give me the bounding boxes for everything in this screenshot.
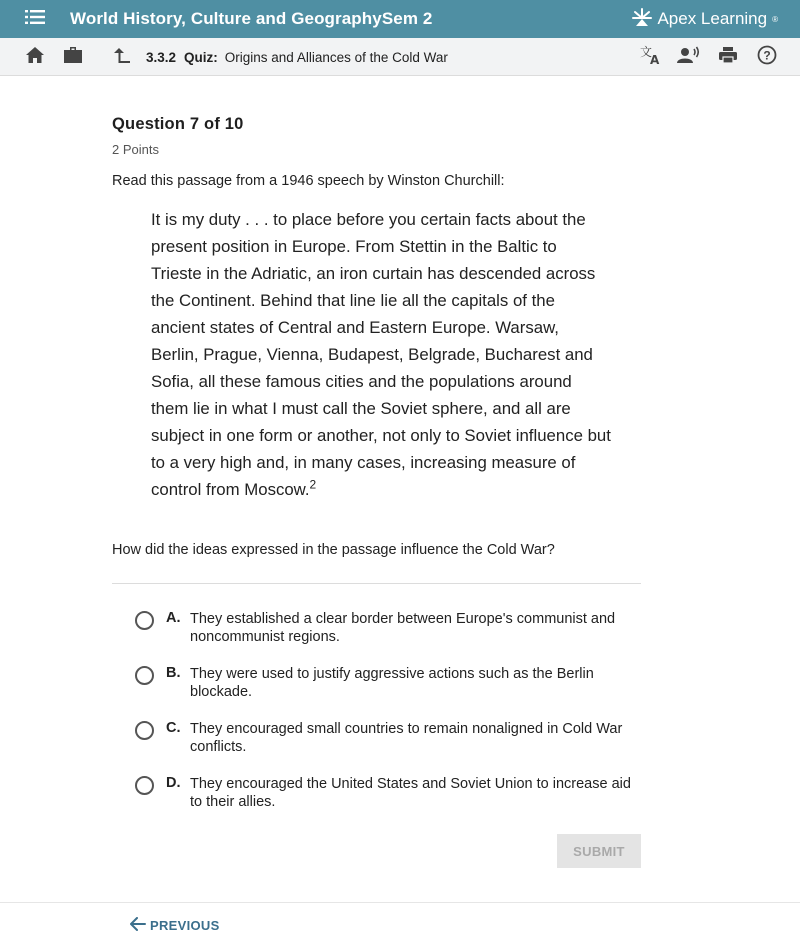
print-button[interactable] [713,38,743,76]
divider [112,583,641,584]
passage-quote [151,206,611,503]
passage-text: It is my duty . . . to place before you certain facts about the present position in Europe. From Stettin in the Baltic to Trieste in the Adriatic, an iron curtain has descended across the Continent. Behind that line lie all the capitals of the ancient states of Central and Eastern Europe. Warsaw, Berlin, Prague, Vienna, Budapest, Belgrade, Bucharest and Sofia, all these famous cities and the populations around them lie in what I must call the Soviet sphere, and all are subject in one form or another, not only to Soviet influence but to a very high and, in many cases, increasing measure of control from Moscow. [151,210,611,499]
choice-b[interactable] [135,665,645,701]
brand-name: Apex Learning [657,9,768,28]
choice-a[interactable] [135,610,645,646]
help-button[interactable] [752,38,782,76]
choice-letter: D. [166,775,181,791]
up-arrow-icon [114,46,132,69]
radio-button[interactable] [135,776,154,795]
choice-text: They encouraged small countries to remain nonaligned in Cold War conflicts. [190,721,623,755]
activity-type: Quiz: [184,49,218,65]
briefcase-icon [63,46,83,69]
apex-learning-logo [631,0,778,38]
up-level-button[interactable] [108,38,138,76]
home-icon [25,46,45,69]
breadcrumb [146,38,448,76]
briefcase-button[interactable] [58,38,88,76]
lesson-number: 3.3.2 [146,49,177,65]
help-icon [757,45,777,70]
choice-d[interactable] [135,775,645,811]
course-title: World History, Culture and GeographySem 2 [70,9,433,28]
arrow-left-icon [130,917,146,934]
previous-label: PREVIOUS [150,917,220,933]
print-icon [718,46,738,69]
radio-button[interactable] [135,611,154,630]
choice-c[interactable] [135,720,645,756]
brand-registered-mark: ® [772,14,778,24]
previous-button[interactable] [130,913,220,937]
app-bar [0,0,800,38]
radio-button[interactable] [135,666,154,685]
menu-button[interactable] [0,0,70,38]
choice-text: They established a clear border between Europe's communist and noncommunist regions. [190,611,616,645]
choice-letter: C. [166,720,181,736]
choice-letter: A. [166,610,181,626]
choice-text: They encouraged the United States and Soviet Union to increase aid to their allies. [190,776,631,810]
text-to-speech-icon [677,46,701,69]
submit-button[interactable]: SUBMIT [557,834,641,868]
translate-icon [640,45,662,70]
translate-button[interactable] [636,38,666,76]
choice-letter: B. [166,665,181,681]
text-to-speech-button[interactable] [674,38,704,76]
footnote-marker: 2 [309,477,317,492]
question-title: Question 7 of 10 [112,115,244,133]
svg-text:文: 文 [640,44,653,59]
svg-text:A: A [650,52,660,65]
home-button[interactable] [20,38,50,76]
question-prompt: How did the ideas expressed in the passage influence the Cold War? [112,542,555,558]
toolbar [0,38,800,76]
question-points: 2 Points [112,142,159,157]
activity-title: Origins and Alliances of the Cold War [224,49,448,65]
menu-list-icon [25,10,45,29]
passage-intro: Read this passage from a 1946 speech by Winston Churchill: [112,173,505,189]
footer-divider [0,902,800,903]
svg-text:?: ? [763,48,771,62]
apex-sunburst-icon [631,6,653,33]
radio-button[interactable] [135,721,154,740]
choice-text: They were used to justify aggressive actions such as the Berlin blockade. [190,666,594,700]
